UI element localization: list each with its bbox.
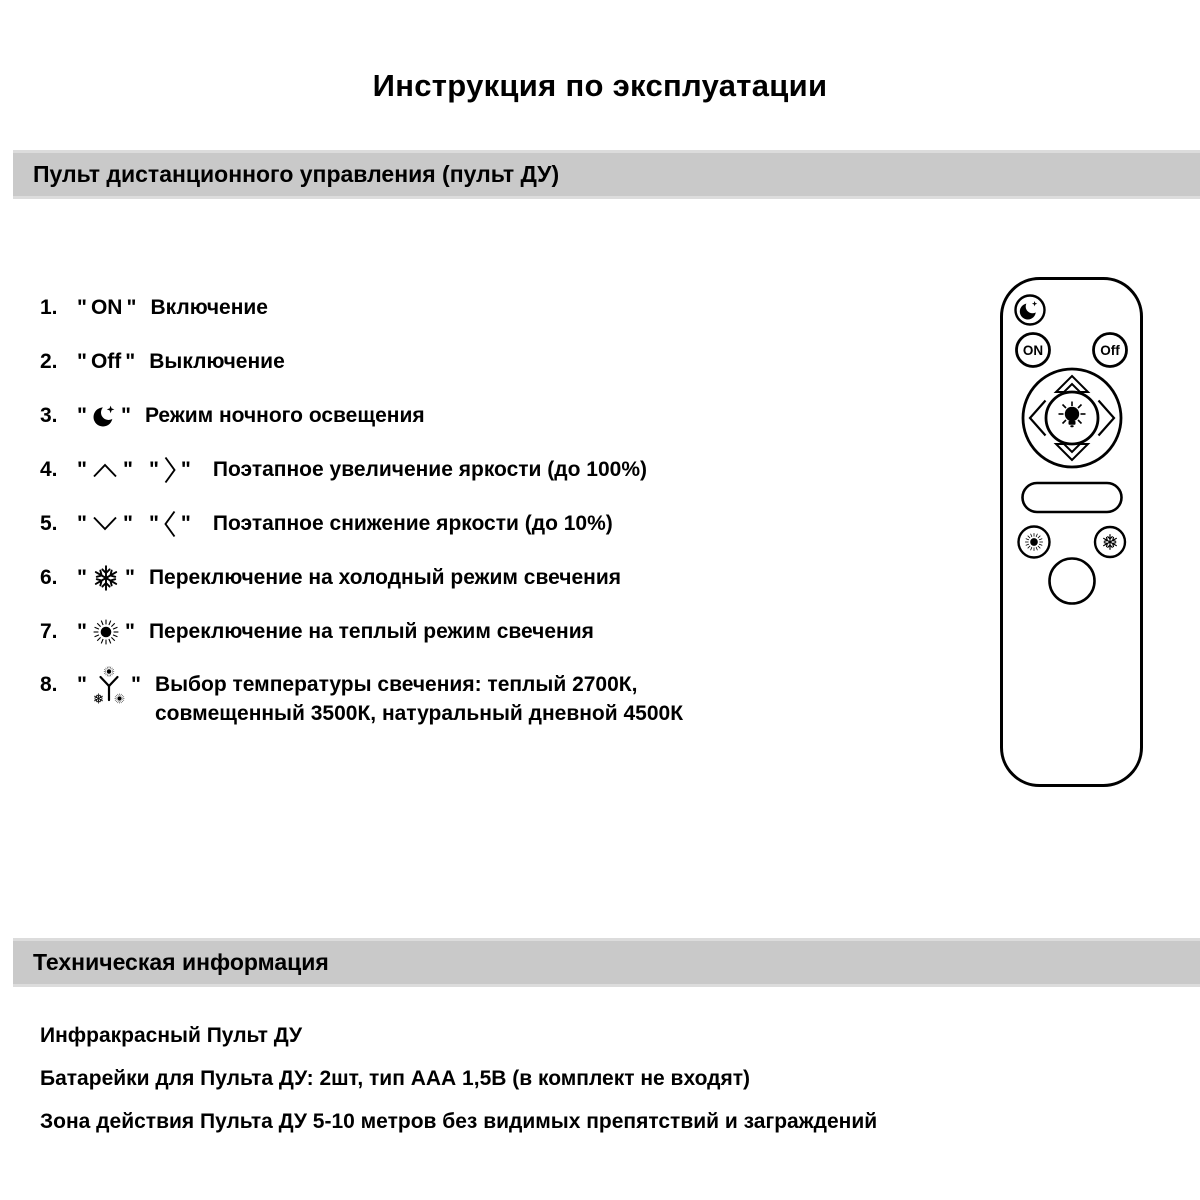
remote-illustration [1000,277,1143,787]
tech-line-batteries: Батарейки для Пульта ДУ: 2шт, тип ААА 1,5В (в комплект не входят) [40,1067,751,1090]
quote-mark: " [77,566,87,589]
quote-mark: " [126,296,137,319]
quote-mark: " [148,512,159,535]
quote-mark: " [77,404,87,427]
item-text: Поэтапное увеличение яркости (до 100%) [212,458,647,481]
quote-mark: " [77,512,87,535]
tech-line-range: Зона действия Пульта ДУ 5-10 метров без видимых препятствий и заграждений [40,1110,878,1133]
quote-mark: " [130,673,141,696]
sun-icon [1025,533,1043,551]
item-number: 7. [40,620,58,643]
off-label: Off [90,350,122,373]
snowflake-icon [91,563,121,593]
list-item-brightness-up [40,454,683,486]
item-number: 6. [40,566,58,589]
bulb-icon [1059,402,1086,428]
item-number: 2. [40,350,58,373]
item-number: 8. [40,673,58,696]
quote-mark: " [125,350,136,373]
chevron-right-icon [163,455,177,485]
list-item-cold-mode [40,562,683,594]
item-text: Переключение на холодный режим свечения [148,566,621,589]
quote-mark: " [122,458,133,481]
tech-info [40,1014,877,1143]
quote-mark: " [120,404,131,427]
remote-off-label: Off [1100,343,1120,358]
quote-mark: " [77,673,87,696]
tech-line-remote-type: Инфракрасный Пульт ДУ [40,1024,303,1047]
on-label: ON [90,296,123,319]
item-text [155,670,683,728]
list-item-brightness-down [40,508,683,540]
section-header-tech [13,938,1200,987]
item-text: Включение [150,296,268,319]
list-item-on [40,292,683,324]
list-item-off [40,346,683,378]
instruction-list [40,292,683,750]
quote-mark: " [148,458,159,481]
item-number: 5. [40,512,58,535]
section-header-remote [13,150,1200,199]
list-item-temp-select [40,670,683,728]
quote-mark: " [77,296,87,319]
item-number: 4. [40,458,58,481]
item-text-line1: Выбор температуры свечения: теплый 2700К, [154,673,638,696]
item-number: 1. [40,296,58,319]
remote-on-label: ON [1022,343,1044,358]
item-text: Переключение на теплый режим свечения [148,620,594,643]
chevron-down-icon [91,515,119,533]
item-text: Выключение [149,350,285,373]
item-number: 3. [40,404,58,427]
quote-mark: " [180,512,191,535]
quote-mark: " [180,458,191,481]
section-header-tech-label: Техническая информация [33,949,329,975]
section-header-remote-label: Пульт дистанционного управления (пульт ДУ) [33,161,560,187]
quote-mark: " [122,512,133,535]
sun-icon [91,617,121,647]
moon-icon [91,403,117,429]
quote-mark: " [77,350,87,373]
item-text: Поэтапное снижение яркости (до 10%) [212,512,613,535]
temp-select-icon [91,666,127,708]
quote-mark: " [77,458,87,481]
quote-mark: " [77,620,87,643]
list-item-night-mode [40,400,683,432]
quote-mark: " [124,620,135,643]
item-text-line2: совмещенный 3500К, натуральный дневной 4500К [154,702,684,725]
item-text: Режим ночного освещения [144,404,425,427]
chevron-up-icon [91,461,119,479]
page-title: Инструкция по эксплуатации [372,68,828,103]
quote-mark: " [124,566,135,589]
chevron-left-icon [163,509,177,539]
list-item-warm-mode [40,616,683,648]
